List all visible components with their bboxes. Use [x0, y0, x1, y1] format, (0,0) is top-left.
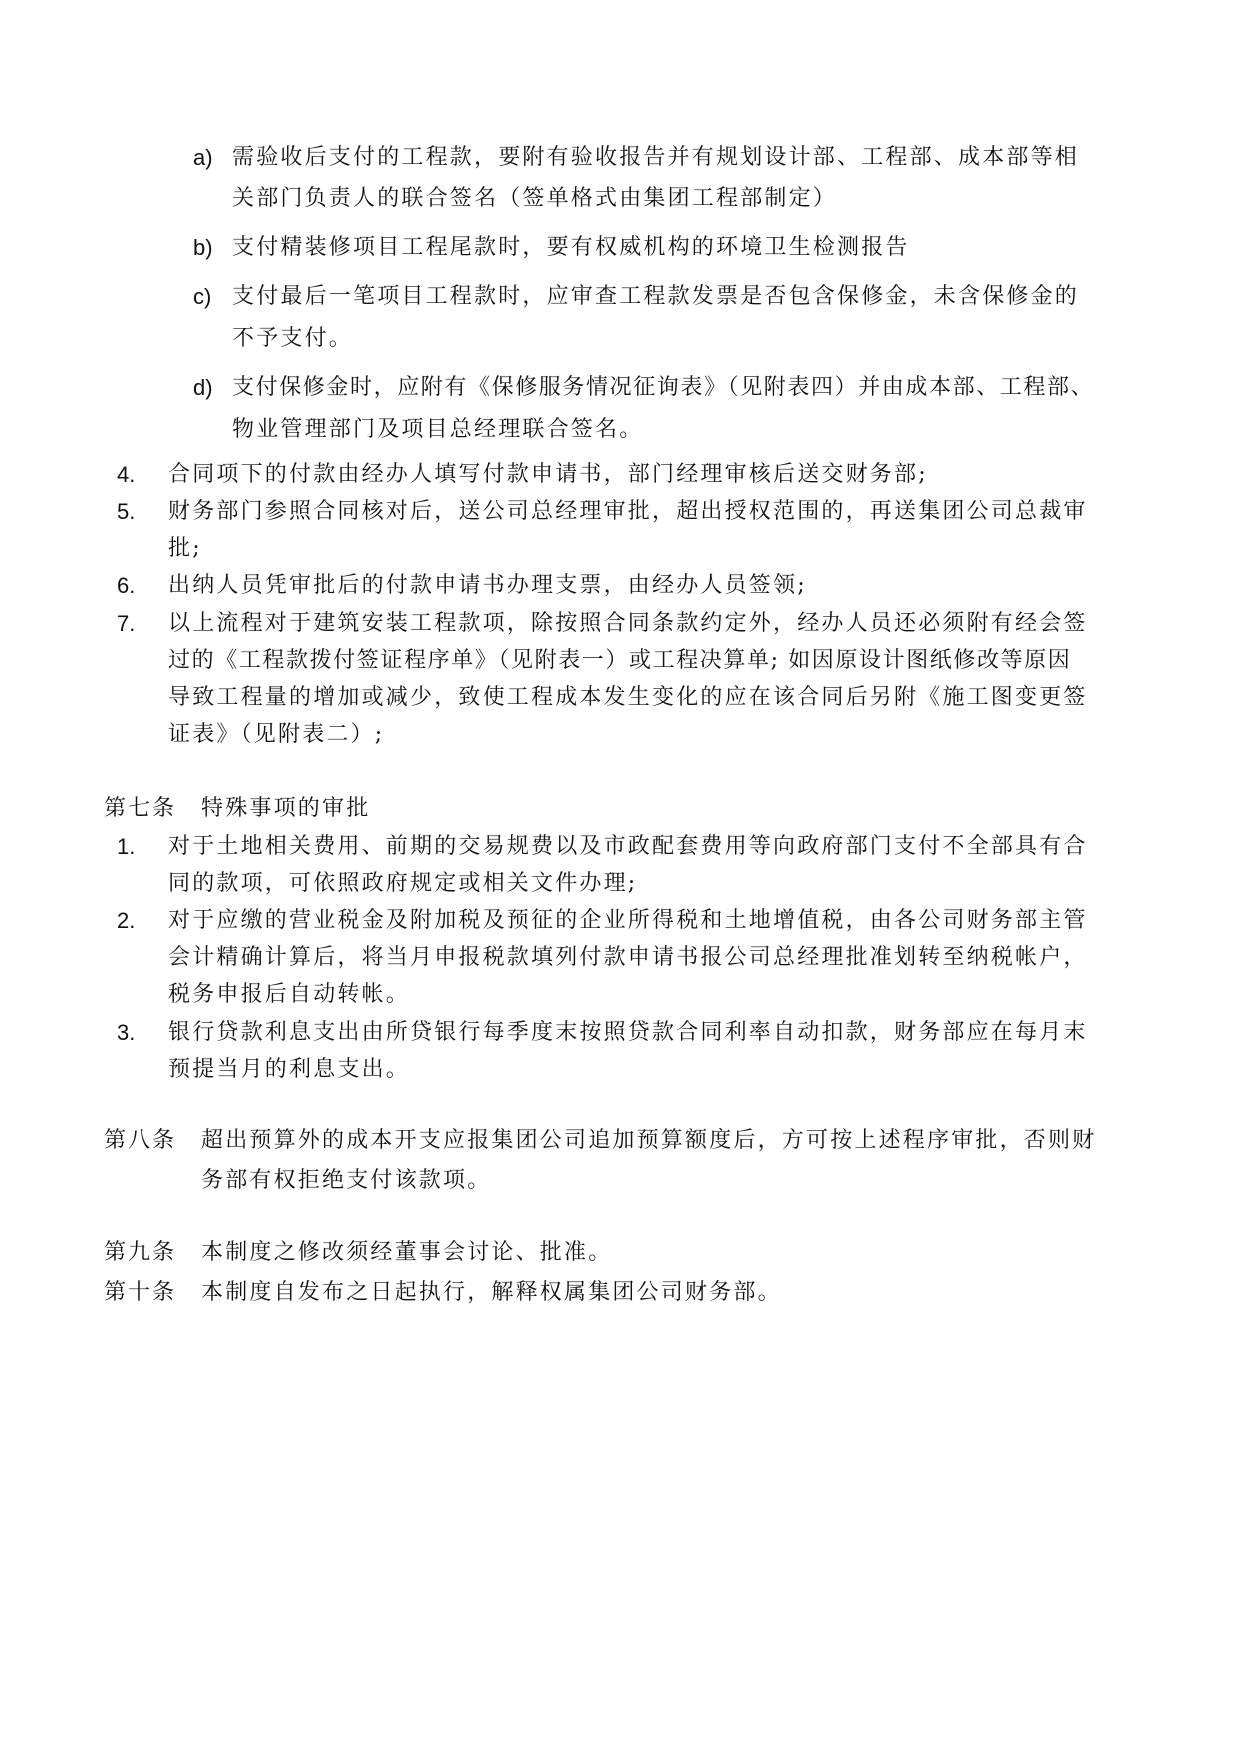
- step-marker: 6.: [117, 573, 136, 598]
- article-item-marker: 2.: [117, 908, 136, 933]
- article-item-marker: 3.: [117, 1020, 136, 1045]
- article-item-marker: 1.: [117, 834, 136, 859]
- article-item-line: 对于土地相关费用、前期的交易规费以及市政配套费用等向政府部门支付不全部具有合: [168, 834, 1088, 859]
- step-line: 出纳人员凭审批后的付款申请书办理支票，由经办人员签领;: [168, 573, 807, 598]
- article-item-line: 会计精确计算后，将当月申报税款填列付款申请书报公司总经理批准划转至纳税帐户，: [168, 945, 1088, 970]
- article-text: 本制度自发布之日起执行，解释权属集团公司财务部。: [201, 1280, 782, 1305]
- step-line: 财务部门参照合同核对后，送公司总经理审批，超出授权范围的，再送集团公司总裁审: [168, 499, 1088, 524]
- article-line: 超出预算外的成本开支应报集团公司追加预算额度后，方可按上述程序审批，否则财: [201, 1128, 1097, 1153]
- article-title: 特殊事项的审批: [201, 796, 371, 821]
- article-item-line: 预提当月的利息支出。: [168, 1057, 411, 1082]
- article-label: 第八条: [104, 1128, 177, 1153]
- sub-item-line: 物业管理部门及项目总经理联合签名。: [232, 417, 644, 442]
- sub-item-marker: b): [193, 235, 213, 260]
- sub-item-line: 关部门负责人的联合签名（签单格式由集团工程部制定）: [232, 186, 838, 211]
- article-label: 第九条: [104, 1240, 177, 1265]
- step-line: 批;: [168, 536, 202, 561]
- article-text: 本制度之修改须经董事会讨论、批准。: [201, 1240, 613, 1265]
- step-line: 以上流程对于建筑安装工程款项，除按照合同条款约定外，经办人员还必须附有经会签: [168, 611, 1088, 636]
- step-line: 导致工程量的增加或减少，致使工程成本发生变化的应在该合同后另附《施工图变更签: [168, 685, 1088, 710]
- sub-item-marker: d): [193, 375, 213, 400]
- step-line: 过的《工程款拨付签证程序单》（见附表一）或工程决算单; 如因原设计图纸修改等原因: [168, 648, 1072, 673]
- article-label: 第七条: [104, 796, 177, 821]
- article-item-line: 对于应缴的营业税金及附加税及预征的企业所得税和土地增值税，由各公司财务部主管: [168, 908, 1088, 933]
- step-marker: 4.: [117, 462, 136, 487]
- article-item-line: 银行贷款利息支出由所贷银行每季度末按照贷款合同利率自动扣款，财务部应在每月末: [168, 1020, 1088, 1045]
- sub-item-line: 支付最后一笔项目工程款时，应审查工程款发票是否包含保修金，未含保修金的: [232, 284, 1080, 309]
- article-item-line: 税务申报后自动转帐。: [168, 982, 411, 1007]
- step-line: 合同项下的付款由经办人填写付款申请书，部门经理审核后送交财务部;: [168, 462, 928, 487]
- step-marker: 7.: [117, 611, 136, 636]
- article-label: 第十条: [104, 1280, 177, 1305]
- step-line: 证表》（见附表二）;: [168, 722, 385, 747]
- sub-item-line: 支付保修金时，应附有《保修服务情况征询表》（见附表四）并由成本部、工程部、: [232, 375, 1095, 400]
- sub-item-marker: a): [193, 145, 213, 170]
- step-marker: 5.: [117, 499, 136, 524]
- sub-item-line: 支付精装修项目工程尾款时，要有权威机构的环境卫生检测报告: [232, 235, 910, 260]
- article-line: 务部有权拒绝支付该款项。: [201, 1168, 492, 1193]
- article-item-line: 同的款项，可依照政府规定或相关文件办理;: [168, 871, 638, 896]
- sub-item-line: 不予支付。: [232, 326, 354, 351]
- sub-item-line: 需验收后支付的工程款，要附有验收报告并有规划设计部、工程部、成本部等相: [232, 145, 1080, 170]
- sub-item-marker: c): [193, 284, 212, 309]
